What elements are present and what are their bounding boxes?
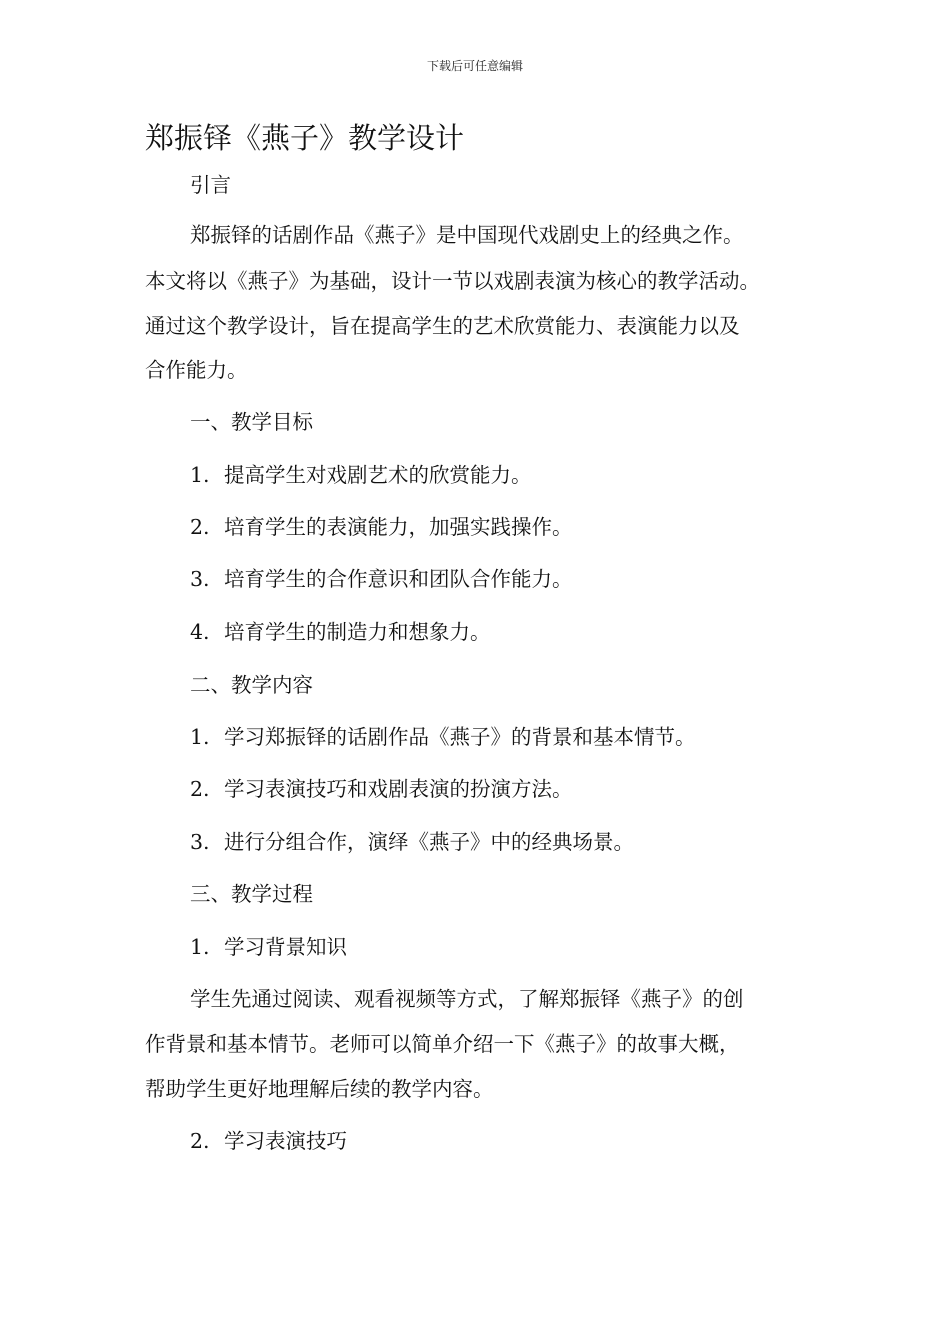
section3-heading: 三、教学过程 [190,882,313,906]
list-item-text: 培育学生的表演能力，加强实践操作。 [224,515,573,539]
list-item [190,617,491,647]
list-item-text: 培育学生的制造力和想象力。 [224,620,491,644]
step1-body-line-3: 帮助学生更好地理解后续的教学内容。 [145,1077,494,1101]
list-item-number: 2. [190,515,210,539]
step-title: 学习表演技巧 [224,1129,347,1153]
process-step-1 [190,932,347,962]
list-item-number: 1. [190,725,210,749]
step1-body-line-2: 作背景和基本情节。老师可以简单介绍一下《燕子》的故事大概， [145,1032,740,1056]
list-item-text: 学习郑振铎的话剧作品《燕子》的背景和基本情节。 [224,725,696,749]
list-item-number: 3. [190,567,210,591]
list-item [190,774,573,804]
intro-heading: 引言 [190,173,231,197]
list-item-text: 培育学生的合作意识和团队合作能力。 [224,567,573,591]
intro-line-1: 郑振铎的话剧作品《燕子》是中国现代戏剧史上的经典之作。 [190,223,744,247]
step1-body-line-1: 学生先通过阅读、观看视频等方式，了解郑振铎《燕子》的创 [190,987,744,1011]
document-title: 郑振铎《燕子》教学设计 [145,121,465,155]
intro-line-2: 本文将以《燕子》为基础，设计一节以戏剧表演为核心的教学活动。 [145,269,760,293]
section2-heading: 二、教学内容 [190,673,313,697]
list-item-number: 4. [190,620,210,644]
list-item-number: 1. [190,463,210,487]
list-item-text: 进行分组合作，演绎《燕子》中的经典场景。 [224,830,634,854]
list-item [190,460,532,490]
section1-heading: 一、教学目标 [190,410,313,434]
list-item-text: 学习表演技巧和戏剧表演的扮演方法。 [224,777,573,801]
step-number: 2. [190,1129,210,1153]
list-item [190,722,696,752]
step-title: 学习背景知识 [224,935,347,959]
list-item [190,564,573,594]
list-item [190,827,634,857]
step-number: 1. [190,935,210,959]
list-item-number: 2. [190,777,210,801]
header-note: 下载后可任意编辑 [426,59,523,73]
process-step-2 [190,1126,347,1156]
list-item-text: 提高学生对戏剧艺术的欣赏能力。 [224,463,532,487]
intro-line-3: 通过这个教学设计，旨在提高学生的艺术欣赏能力、表演能力以及 [145,314,740,338]
list-item-number: 3. [190,830,210,854]
intro-line-4: 合作能力。 [145,358,248,382]
list-item [190,512,573,542]
